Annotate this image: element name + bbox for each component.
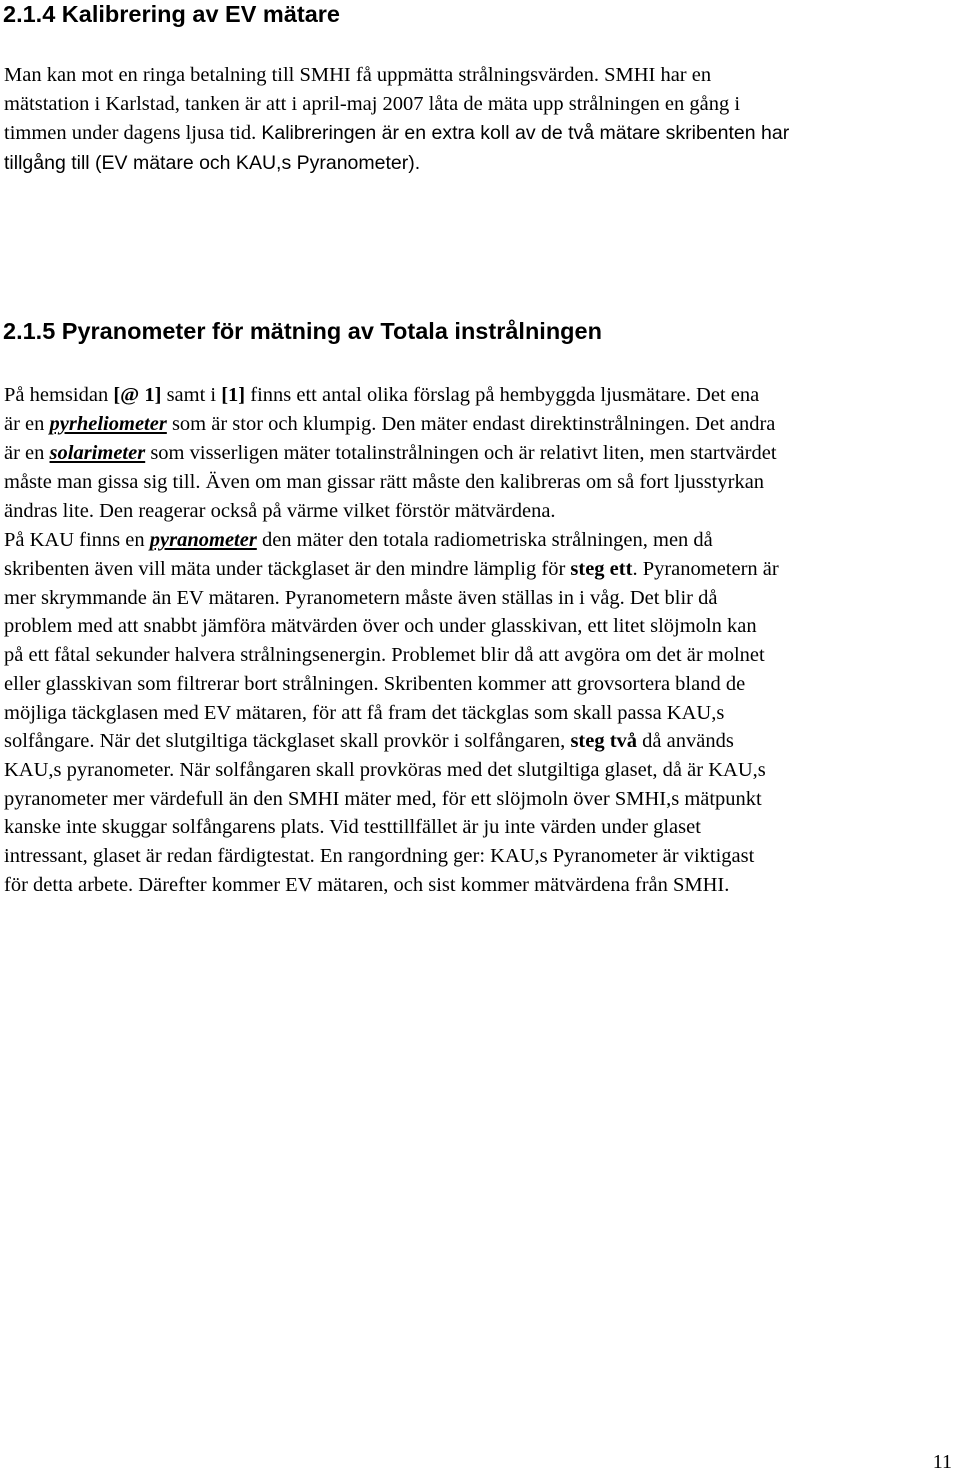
paragraph-line: ändras lite. Den reagerar också på värme vilket förstör mätvärdena. xyxy=(4,500,556,522)
paragraph-line xyxy=(4,727,734,755)
emphasized-term: solarimeter xyxy=(49,442,146,464)
bold-term: steg två xyxy=(570,730,638,752)
emphasized-term: pyrheliometer xyxy=(49,413,167,435)
paragraph-text-sans: Kalibreringen är en extra koll av de två mätare skribenten har xyxy=(261,122,790,144)
text-run: som är stor och klumpig. Den mäter endast direktinstrålningen. Det andra xyxy=(166,413,776,435)
paragraph-line: intressant, glaset är redan färdigtestat. En rangordning ger: KAU,s Pyranometer är viktigast xyxy=(4,845,755,867)
paragraph-line: eller glasskivan som filtrerar bort strålningen. Skribenten kommer att grovsortera bland de xyxy=(4,673,746,695)
paragraph-line: tillgång till (EV mätare och KAU,s Pyranometer). xyxy=(4,152,421,174)
page-number: 11 xyxy=(932,1451,952,1473)
paragraph-line: mätstation i Karlstad, tanken är att i april-maj 2007 låta de mäta upp strålningen en gång i xyxy=(4,93,741,115)
paragraph-line: problem med att snabbt jämföra mätvärden över och under glasskivan, ett litet slöjmoln kan xyxy=(4,615,757,637)
paragraph-line: pyranometer mer värdefull än den SMHI mäter med, för ett slöjmoln över SMHI,s mätpunkt xyxy=(4,788,762,810)
text-run: På hemsidan xyxy=(4,384,114,406)
text-run: är en xyxy=(4,413,50,435)
paragraph-line: mer skrymmande än EV mätaren. Pyranometern måste även ställas in i våg. Det blir då xyxy=(4,587,718,609)
text-run: samt i xyxy=(161,384,222,406)
emphasized-term: pyranometer xyxy=(149,529,257,551)
paragraph-line: möjliga täckglasen med EV mätaren, för att få fram det täckglas som skall passa KAU,s xyxy=(4,702,725,724)
paragraph-line xyxy=(4,526,713,554)
citation-ref: [@ 1] xyxy=(113,384,162,406)
text-run: då används xyxy=(637,730,734,752)
paragraph-line xyxy=(4,439,777,467)
section-heading-kalibrering: 2.1.4 Kalibrering av EV mätare xyxy=(3,1,340,27)
text-run: som visserligen mäter totalinstrålningen och är relativt liten, men startvärdet xyxy=(145,442,777,464)
paragraph-line: KAU,s pyranometer. När solfångaren skall provköras med det slutgiltiga glaset, då är KAU,s xyxy=(4,759,766,781)
paragraph-line: Man kan mot en ringa betalning till SMHI få uppmätta strålningsvärden. SMHI har en xyxy=(4,64,712,86)
paragraph-line xyxy=(4,119,789,147)
paragraph-line xyxy=(4,410,775,438)
text-run: . Pyranometern är xyxy=(632,558,779,580)
text-run: skribenten även vill mäta under täckglaset är den mindre lämplig för xyxy=(4,558,571,580)
text-run: är en xyxy=(4,442,50,464)
section-heading-pyranometer: 2.1.5 Pyranometer för mätning av Totala instrålningen xyxy=(3,318,602,344)
text-run: På KAU finns en xyxy=(4,529,150,551)
paragraph-line xyxy=(4,555,779,583)
paragraph-line: måste man gissa sig till. Även om man gissar rätt måste den kalibreras om så fort ljusstyrkan xyxy=(4,471,765,493)
text-run: finns ett antal olika förslag på hembyggda ljusmätare. Det ena xyxy=(245,384,760,406)
paragraph-line: för detta arbete. Därefter kommer EV mätaren, och sist kommer mätvärdena från SMHI. xyxy=(4,874,730,896)
paragraph-text: timmen under dagens ljusa tid. xyxy=(4,122,262,144)
text-run: solfångare. När det slutgiltiga täckglaset skall provkör i solfångaren, xyxy=(4,730,571,752)
paragraph-line xyxy=(4,381,759,409)
paragraph-line: på ett fåtal sekunder halvera strålningsenergin. Problemet blir då att avgöra om det är molnet xyxy=(4,644,765,666)
paragraph-line: kanske inte skuggar solfångarens plats. Vid testtillfället är ju inte värden under glaset xyxy=(4,816,701,838)
citation-ref: [1] xyxy=(221,384,246,406)
bold-term: steg ett xyxy=(570,558,633,580)
text-run: den mäter den totala radiometriska strålningen, men då xyxy=(256,529,713,551)
